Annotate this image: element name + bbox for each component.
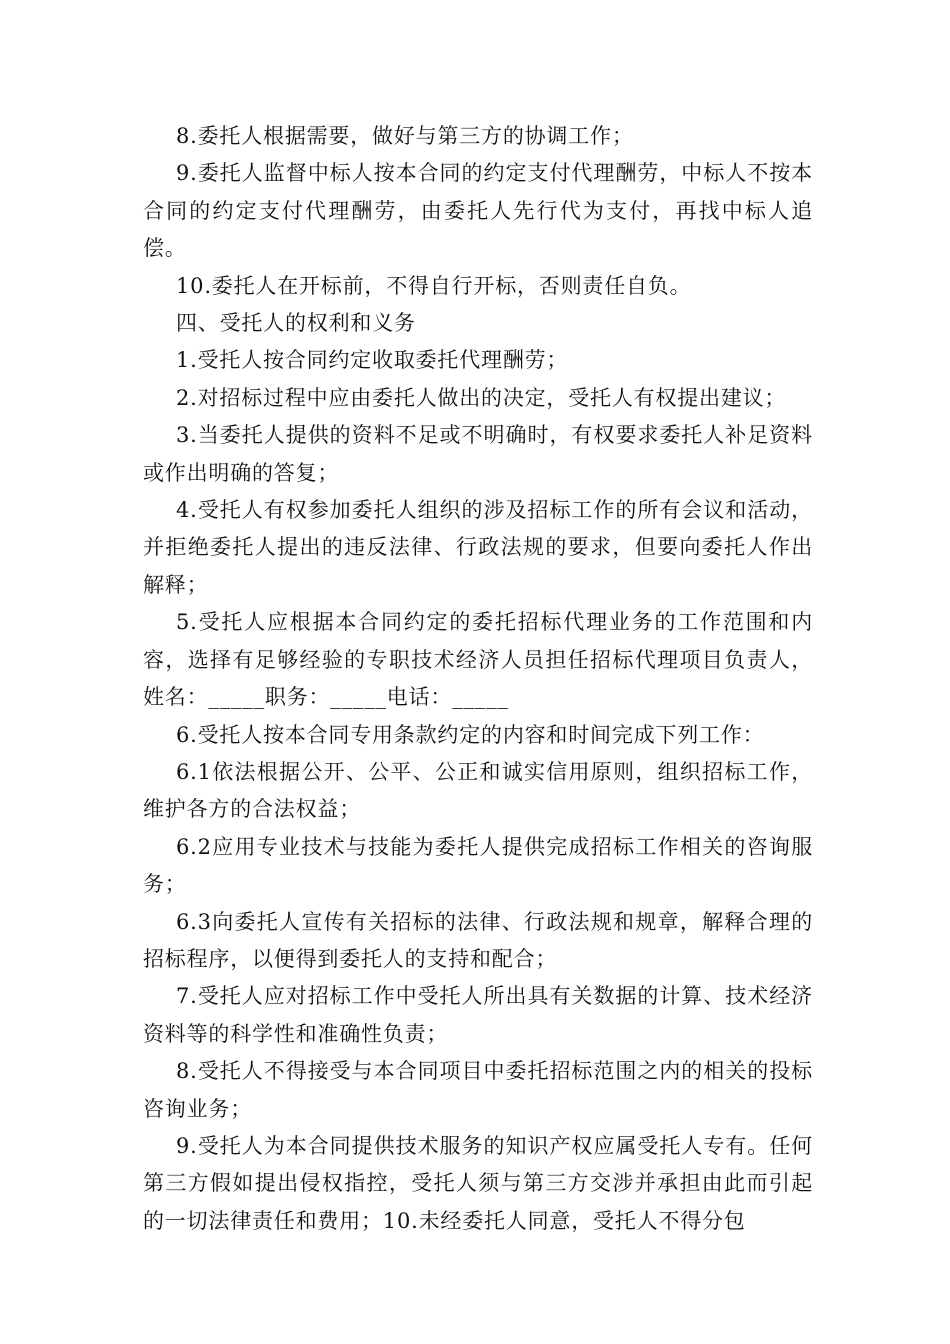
paragraph-1-remuneration: 1.受托人按合同约定收取委托代理酬劳； — [176, 348, 569, 373]
paragraph-8-coordination: 8.委托人根据需要，做好与第三方的协调工作； — [176, 124, 634, 148]
paragraph-9-intellectual-property: 9.受托人为本合同提供技术服务的知识产权应属受托人专有。任何第三方假如提出侵权指控，受托人须与第三方交涉并承担由此而引起的一切法律责任和费用；10.未经委托人同意，受托人不得分包 — [143, 1133, 813, 1233]
paragraph-6-work-items: 6.受托人按本合同专用条款约定的内容和时间完成下列工作： — [176, 722, 765, 747]
section-heading-trustee-rights: 四、受托人的权利和义务 — [176, 311, 416, 336]
paragraph-7-accuracy: 7.受托人应对招标工作中受托人所出具有关数据的计算、技术经济资料等的科学性和准确性负责； — [143, 984, 813, 1046]
paragraph-9-payment-supervision: 9.委托人监督中标人按本合同的约定支付代理酬劳，中标人不按本合同的约定支付代理酬劳，由委托人先行代为支付，再找中标人追偿。 — [143, 161, 813, 261]
document-body — [143, 118, 813, 1240]
paragraph-10-bid-opening: 10.委托人在开标前，不得自行开标，否则责任自负。 — [176, 273, 692, 298]
paragraph-6-2-consulting: 6.2应用专业技术与技能为委托人提供完成招标工作相关的咨询服务； — [143, 834, 813, 897]
paragraph-4-meetings: 4.受托人有权参加委托人组织的涉及招标工作的所有会议和活动，并拒绝委托人提出的违反法律、行政法规的要求，但要向委托人作出解释； — [143, 498, 813, 597]
paragraph-8-no-bid-consulting: 8.受托人不得接受与本合同项目中委托招标范围之内的相关的投标咨询业务； — [143, 1059, 813, 1121]
paragraph-6-1-organize: 6.1依法根据公开、公平、公正和诚实信用原则，组织招标工作，维护各方的合法权益； — [143, 759, 813, 822]
paragraph-5-project-lead: 5.受托人应根据本合同约定的委托招标代理业务的工作范围和内容，选择有足够经验的专职技术经济人员担任招标代理项目负责人，姓名：_____职务：_____电话：_____ — [143, 610, 813, 710]
paragraph-2-suggestions: 2.对招标过程中应由委托人做出的决定，受托人有权提出建议； — [176, 385, 787, 410]
paragraph-6-3-publicize: 6.3向委托人宣传有关招标的法律、行政法规和规章，解释合理的招标程序，以便得到委托人的支持和配合； — [143, 909, 813, 971]
paragraph-3-materials: 3.当委托人提供的资料不足或不明确时，有权要求委托人补足资料或作出明确的答复； — [143, 423, 813, 485]
